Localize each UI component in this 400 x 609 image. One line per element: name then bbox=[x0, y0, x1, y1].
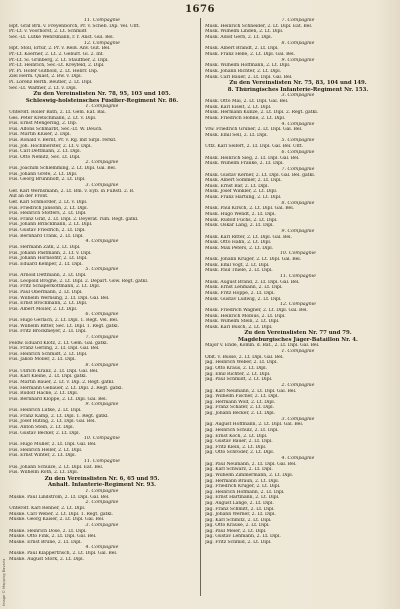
company-heading: 8. Compagnie bbox=[281, 40, 315, 46]
entry-line: Musk. Emil Vogt, 2. Lt. Dipl. bbox=[205, 262, 270, 268]
entry-line: Pi. Lorenz Berth. Beutler, 2. Lt. Dipl. bbox=[9, 79, 93, 85]
entry-line: Jäg. Johann Werner, 2. Lt. Dipl. bbox=[205, 512, 276, 518]
entry-line: Musk. Ernst Bär, 2. Lt. Dipl. bbox=[205, 183, 269, 189]
entry-line: Ges. Peter Kretschmann, 2. Lt. v. Dipl. bbox=[9, 115, 97, 121]
entry-line: Füs. Carl Dettmann, 2. Lt. Dipl. bbox=[9, 149, 81, 155]
entry-line: Musk. Heinrich Schneider, 2. Lt. Dipl. Eat. Bel. bbox=[205, 23, 313, 29]
entry-line: Füs. Johann Grefe, 2. Lt. Dipl. bbox=[9, 171, 78, 177]
entry-line: Muske. Carl Weber, 2. Lt. Dipl. 1. Regt. gatkl. bbox=[9, 511, 113, 517]
section-heading: Anhalt. Infanterie-Regiment Nr. 93. bbox=[47, 482, 156, 489]
entry-line: Füs. Ullrich Kranz, 2. Lt. Dipl. Gal. Bel. bbox=[9, 368, 99, 374]
entry-line: Jäg. Friedrich Krüger, 2. Lt. Dipl. bbox=[205, 484, 281, 490]
company-heading: 7. Compagnie bbox=[85, 334, 119, 340]
entry-line: Pr.-Lt. Koerner, 2. Lt. 2. Gebürf. Gl. 2. Inf. bbox=[9, 51, 104, 57]
entry-line: Unteroff. Roller Bath, 2. Lt. Gem. Eat. Bal. bbox=[9, 110, 106, 116]
entry-line: Jäg. Otto Krause, 2. Lt. Dipl. bbox=[205, 523, 270, 529]
section-heading: Zu den Vereinslisten Nr. 78, 95, 103 und 105. bbox=[33, 91, 171, 98]
entry-line: Musk. Emil Sell, 2. Lt. Dipl. bbox=[205, 132, 268, 138]
entry-line: Füs. Bernhard Tränk, 2. Lt. Dipl. bbox=[9, 233, 84, 239]
company-heading: 8. Compagnie bbox=[281, 200, 315, 206]
section-heading: Zu den Vereinslisten Nr. 77 und 79. bbox=[244, 330, 352, 337]
page-number: 1676 bbox=[185, 4, 215, 15]
entry-line: Jäg. Otto Kraus, 2. Lt. Dipl. bbox=[205, 366, 267, 372]
entry-line: Jäg. Wilhelm Zimmermann, 2. Lt. Dipl. bbox=[205, 472, 294, 478]
entry-line: Musk. Carl Bauer, 2. Lt. Dipl. Gal. Bel. bbox=[205, 74, 293, 80]
entry-line: Musk. Wilhelm Franke, 2. Lt. Dipl. bbox=[205, 161, 284, 167]
entry-line: Musk. Johann Krüger, 2. Lt. Dipl. Gal. Bel. bbox=[205, 257, 302, 263]
entry-line: Füs. Paul Obermann, 2. Lt. Dipl. bbox=[9, 289, 83, 295]
entry-line: Jäg. Karl Schmitz, 2. Lt. Dipl. bbox=[205, 517, 272, 523]
entry-line: Jäg. Hermann Braun, 2. Lt. Dipl. bbox=[205, 478, 280, 484]
entry-line: Füs. Alfons Schmarbt, Sec.-Lt. W. Deuch. bbox=[9, 126, 103, 132]
company-heading: 4. Compagnie bbox=[281, 121, 315, 127]
entry-line: Füs. Hugo Müller, 2. Lt. Dipl. Gal. Bel. bbox=[9, 441, 97, 447]
entry-line: Gef. Karl Wernsmann, 2. Lt. Bm. v. Eyb. in Fußstl. 2. B. bbox=[9, 188, 135, 194]
entry-line: Füs. Ernst Brockmann, 2. Lt. Dipl. bbox=[9, 301, 88, 307]
entry-line: Musk. Rudolf Fuchs, 2. Lt. Dipl. bbox=[205, 217, 278, 223]
entry-line: Musk. Heinrich Sieg, 2. Lt. Dipl. Gal. Bel. bbox=[205, 155, 300, 161]
entry-line: Füs. Arnold Dettmann, 2. Lt. Dipl. bbox=[9, 273, 87, 279]
entry-line: Füs. Ronald v. Bernt, Pr. v. Rg. mit Sirpl. rerkit. bbox=[9, 138, 117, 144]
entry-line: Jäg. Franz Schäfer, 2. Lt. Dipl. bbox=[205, 405, 274, 411]
entry-line: Jäg. Heinrich Weber, 2. Lt. Dipl. bbox=[205, 360, 278, 366]
entry-line: Muske. Georg Kaiser, 2. Lt. Dipl. Gal. Bel. bbox=[9, 517, 105, 523]
left-column bbox=[9, 18, 195, 596]
entry-line: Musk. Wilhelm Linden, 2. Lt. Dipl. bbox=[205, 29, 284, 35]
entry-line: Musk. Hermann Kunze, 2. Lt. Dipl. 2. Regt. gatkl. bbox=[205, 110, 319, 116]
entry-line: Füs. Heinrich Schmidt, 2. Lt. Dipl. bbox=[9, 351, 88, 357]
entry-line: Füs. Fritz Brockmeyer, 2. Lt. Dipl. bbox=[9, 329, 87, 335]
entry-line: Füs. Bernhard Klöppe, 2. Lt. Dipl. Gal. Bel. bbox=[9, 396, 107, 402]
company-heading: 2. Compagnie bbox=[85, 160, 119, 166]
entry-line: Uffz. Karl Seifert, 2. Lt. Dipl. Gal. Bel. Ulft. bbox=[205, 144, 303, 150]
company-heading: 5. Compagnie bbox=[85, 267, 119, 273]
entry-line: Füs. Ernst Mengering, 2. Dip. bbox=[9, 121, 78, 127]
entry-line: Jäg. August Hoffmann, 2. Lt. Dipl. Gal. Bel. bbox=[205, 422, 304, 428]
entry-line: Muske. Otto Fink, 2. Lt. Dipl. Gal. Bel. bbox=[9, 534, 97, 540]
entry-line: Muske. Heinrich Dose, 2. Lt. Dipl. bbox=[9, 528, 87, 534]
entry-line: Hpt. Graf Brn. v. Freyenborch, Pr. v. Scheb. Dip. Vel. Ulft. bbox=[9, 23, 140, 29]
company-heading: 7. Compagnie bbox=[281, 18, 315, 23]
entry-line: Jäg. Emil Richter, 2. Lt. Dipl. bbox=[205, 371, 271, 377]
section-heading: Zu den Vereinslisten Nr. 75, 83, 104 und 149. bbox=[229, 80, 367, 87]
entry-line: Pr. Pi. Höfer Guthöld, 2. Lt. Hebrr. Dip. bbox=[9, 68, 99, 74]
company-heading: 3. Compagnie bbox=[85, 522, 119, 528]
entry-line: Musk. Karl Eiselt, 2. Lt. Dipl. bbox=[205, 104, 272, 110]
entry-line: Füs. Hugo Gerlach, 2. Lt. Dipl. 1. Regt. Vel. Bel. bbox=[9, 318, 119, 324]
entry-line: Jäg. Fritz Schmid, 2. Lt. Dipl. bbox=[205, 540, 272, 546]
entry-line: Füs. Josef Rüting, 2. Lt. Dipl. Gal. Bel. bbox=[9, 419, 96, 425]
entry-line: Musk. Gustav Ludwig, 2. Lt. Dipl. bbox=[205, 296, 282, 302]
entry-line: Füs. Joh. Hochmerster, 2. Lt. v. Dipl. bbox=[9, 143, 92, 149]
right-column bbox=[205, 18, 391, 596]
entry-line: Musk. Albert Brandt, 2. Lt. Dipl. bbox=[205, 46, 279, 52]
entry-line: Jäg. Heinrich Hofmann, 2. Lt. Dipl. bbox=[205, 489, 285, 495]
entry-line: Füs. Martin Bauer, 2. Lt. v. Dip. 2. Regt. gatkl. bbox=[9, 380, 115, 386]
entry-line: Musk. Albert Sommer, 2. Lt. Dipl. bbox=[205, 178, 282, 184]
entry-line: Füs. Wilhelm Wernsing, 2. Lt. Dipl. Gal. Bel. bbox=[9, 295, 110, 301]
entry-line: Jäg. Ernst Koch, 2. Lt. Dipl. bbox=[205, 433, 268, 439]
entry-line: Jäg. Karl Schwarz, 2. Lt. Dipl. bbox=[205, 467, 273, 473]
entry-line: Jäg. Fritz Klein, 2. Lt. Dipl. bbox=[205, 444, 267, 450]
entry-line: Musk. Paul Thiele, 2. Lt. Dipl. bbox=[205, 268, 273, 274]
company-heading: 9. Compagnie bbox=[281, 228, 315, 234]
entry-line: Musk. Paul Kirsch, 2. Lt. Dipl. Gal. Bel. bbox=[205, 206, 295, 212]
company-heading: 2. Compagnie bbox=[85, 500, 119, 506]
company-heading: 2. Compagnie bbox=[281, 382, 315, 388]
company-heading: 4. Compagnie bbox=[85, 239, 119, 245]
entry-line: Auf an der Front. bbox=[9, 194, 49, 200]
entry-line: Füs. Jakob Möller, 2. Lt. Dipl. bbox=[9, 357, 76, 363]
entry-line: Füs. Karl Kleine, 2. Lt. Dipl. gatkl. bbox=[9, 374, 87, 380]
entry-line: Musk. Otto Mai, 2. Lt. Dipl. Gal. Bel. bbox=[205, 99, 289, 105]
entry-line: Musk. Josef Winkler, 2. Lt. Dipl. bbox=[205, 189, 278, 195]
entry-line: Musk. Friedrich Höhne, 2. Lt. Dipl. bbox=[205, 115, 286, 121]
entry-line: Füs. Joachim Schlemming, 2. Lt. Dipl. Gal. Bel. bbox=[9, 166, 117, 172]
entry-line: Füs. Georg Brunnhoff, 2. Lt. Dipl. bbox=[9, 177, 86, 183]
entry-line: Musk. Oskar Lang, 2. Lt. Dipl. bbox=[205, 223, 274, 229]
entry-line: Jäg. Otto Schröder, 2. Lt. Dipl. bbox=[205, 450, 275, 456]
company-heading: 1. Compagnie bbox=[281, 349, 315, 355]
entry-line: Füs. Eduard Kemper, 2. Lt. Dipl. bbox=[9, 261, 83, 267]
entry-line: Musk. Max Peters, 2. Lt. Dipl. bbox=[205, 245, 274, 251]
entry-line: Musk. Wilhelm Hoffmann, 2. Lt. Dipl. bbox=[205, 63, 291, 69]
entry-line: Gef. Karl Schmorder, 2. Lt. v. Dipl. bbox=[9, 200, 88, 206]
entry-line: Füs. Gustav Friedrich, 2. Lt. Dipl. bbox=[9, 227, 86, 233]
entry-line: Muske. Ernst Brune, 2. Lt. Dipl. bbox=[9, 539, 82, 545]
entry-line: Jäg. Gustav Lehmann, 2. Lt. Dipl. bbox=[205, 534, 281, 540]
entry-line: Füs. Rudolf Hacke, 2. Lt. Dipl. bbox=[9, 391, 79, 397]
company-heading: 1. Compagnie bbox=[85, 488, 119, 494]
company-heading: 7. Compagnie bbox=[281, 166, 315, 172]
company-heading: 9. Compagnie bbox=[85, 402, 119, 408]
archive-stamp-text: Image © Mapping Bavaria bbox=[2, 558, 6, 606]
entry-line: Musk. Johann Richter, 2. Lt. Dipl. bbox=[205, 68, 282, 74]
entry-line: Sec.-Lt. Walther, 2. Lt. v. Dipl. bbox=[9, 85, 77, 91]
entry-line: Füs. Friedrich Jansonn, 2. Lt. Dipl. bbox=[9, 205, 88, 211]
entry-line: Füs. Hermann Zatk, 2. Lt. Dipl. bbox=[9, 244, 81, 250]
entry-line: Füs. Albert Möller, 2. Lt. Dipl. bbox=[9, 306, 78, 312]
company-heading: 3. Compagnie bbox=[281, 416, 315, 422]
entry-line: Füs. Heinrich Lütke, 2. Lt. Dipl. bbox=[9, 408, 82, 414]
entry-line: Major v. Ende, Komm. d. Bat., 2. Lt. Dipl. Gal. Bel. bbox=[205, 343, 320, 349]
entry-line: Füs. Gustav Becker, 2. Lt. Dipl. bbox=[9, 430, 80, 436]
entry-line: Musk. Wilhelm Stein, 2. Lt. Dipl. bbox=[205, 319, 280, 325]
entry-line: Musk. Franz Helle, 2. Lt. Dipl. Gal. Bel. bbox=[205, 51, 295, 57]
column-divider bbox=[200, 18, 201, 596]
entry-line: Füs. Anton Stein, 2. Lt. Dipl. bbox=[9, 424, 74, 430]
entry-line: Füs. Martin Klüser, 2. Dipl. bbox=[9, 132, 71, 138]
entry-line: Musk. August Brand, 2. Lt. Dipl. Gal. Bel. bbox=[205, 279, 300, 285]
entry-line: Jäg. Ernst Hartmann, 2. Lt. Dipl. bbox=[205, 495, 280, 501]
entry-line: Füs. Franz Graf, 2. Lt. Dipl. 2. Deyerat. rum. Regt. gatkl. bbox=[9, 216, 139, 222]
entry-line: Füs. Otto Nemitz, Sec. Lt. Dipl. bbox=[9, 154, 81, 160]
entry-line: Musk. Ernst Lehmann, 2. Lt. Dipl. bbox=[205, 285, 283, 291]
entry-line: Musk. Heinrich Möbius, 2. Lt. Dipl. bbox=[205, 313, 286, 319]
entry-line: Jäg. Paul Meier, 2. Lt. Dipl. bbox=[205, 528, 267, 534]
company-heading: 4. Compagnie bbox=[281, 455, 315, 461]
entry-line: Ziel Herm. Quast, 2. Bw. v. Dipl. bbox=[9, 74, 82, 80]
entry-line: Füs. Leopold Bröghe, 2. Lt. Dipl. 2. Depart. Gow. Regt. gatkl. bbox=[9, 278, 149, 284]
entry-line: Musk. Karl Ritter, 2. Lt. Dipl. Gal. Bel. bbox=[205, 234, 292, 240]
company-heading: 12. Compagnie bbox=[280, 302, 316, 308]
entry-line: Sec.-Lt. Lütke Wehrsmann, r. r. Anst. Gul. Bel. bbox=[9, 34, 114, 40]
entry-line: Füs. Johann Pastmann, 2. Lt. v. Dipl. bbox=[9, 250, 92, 256]
entry-line: Jäg. August Lange, 2. Lt. Dipl. bbox=[205, 500, 274, 506]
entry-line: Füs. Johann Brinckmann, 2. Lt. Dipl. bbox=[9, 222, 93, 228]
entry-line: Jäg. Wilhelm Fischer, 2. Lt. Dipl. bbox=[205, 394, 279, 400]
entry-line: Jäg. Johann Becker, 2. Lt. Dipl. bbox=[205, 411, 275, 417]
entry-line: Füs. Franz Kamp, 2. Lt. Dipl. 1. Regt. gatkl. bbox=[9, 413, 109, 419]
entry-line: Oblt. v. Busse, 2. Lt. Dipl. Gal. Bel. bbox=[205, 354, 284, 360]
entry-line: Musk. Adolf Gerb, 2. Lt. Dipl. bbox=[205, 34, 273, 40]
entry-line: Füs. Johann Schulze, 2. Lt. Dipl. Eat. Bel. bbox=[9, 464, 104, 470]
entry-line: Musk. Hugo Wendt, 2. Lt. Dipl. bbox=[205, 212, 276, 218]
section-heading: 8. Thüringisches Infanterie-Regiment Nr. 153. bbox=[227, 86, 369, 93]
entry-line: Musk. Karl Busch, 2. Lt. Dipl. bbox=[205, 324, 273, 330]
entry-line: Muske. Paul Lindström, 2. Lt. Dipl. Gal. Bel. bbox=[9, 494, 110, 500]
company-heading: 10. Compagnie bbox=[280, 251, 316, 257]
company-heading: 12. Compagnie bbox=[84, 40, 120, 46]
entry-line: Füs. Ernst Winter, 2. Lt. Dipl. bbox=[9, 453, 76, 459]
section-heading: Magdeburgisches Jäger-Bataillon Nr. 4. bbox=[238, 336, 358, 343]
entry-line: Jäg. Karl Neumann, 2. Lt. Dipl. Gal. Bel. bbox=[205, 388, 297, 394]
entry-line: Füs. Johann Hornsohtr, 2. Lt. Dipl. bbox=[9, 256, 88, 262]
entry-line: Füs. Wilhelm Roth, 2. Lt. Dipl. bbox=[9, 470, 79, 476]
entry-line: Füs. Heinrich Stoffers, 2. Lt. Dipl. bbox=[9, 211, 87, 217]
entry-line: Jäg. Franz Schmitt, 2. Lt. Dipl. bbox=[205, 506, 275, 512]
company-heading: 3. Compagnie bbox=[85, 183, 119, 189]
company-heading: 8. Compagnie bbox=[85, 363, 119, 369]
entry-line: Füs. Hermann Gebauer, 2. Lt. Dipl. 2. Regt. gatkl. bbox=[9, 385, 123, 391]
entry-line: Füs. Heinrich Heller, 2. Lt. Dipl. bbox=[9, 447, 83, 453]
company-heading: 11. Compagnie bbox=[84, 18, 120, 23]
company-heading: 1. Compagnie bbox=[85, 104, 119, 110]
entry-line: Jäg. Heinrich Schulz, 2. Lt. Dipl. bbox=[205, 428, 279, 433]
entry-line: Jäg. Paul Neumann, 2. Lt. Dipl. Gal. Bel. bbox=[205, 461, 297, 467]
entry-line: Musk. Fritz Hoppe, 2. Lt. Dipl. bbox=[205, 290, 275, 296]
entry-line: Musk. Otto Hahn, 2. Lt. Dipl. bbox=[205, 240, 272, 246]
entry-line: Pr.-Lt. v. Voorhorst, 2. Lt. Schmidt bbox=[9, 29, 87, 35]
company-heading: 3. Compagnie bbox=[281, 93, 315, 99]
entry-line: Pr.-Lt. Sl. Grinberg, 2. Lt. Stauffner, 2. Dipl. bbox=[9, 57, 109, 63]
entry-line: Jäg. Gustav Bauer, 2. Lt. Dipl. bbox=[205, 439, 273, 445]
entry-line: Füs. Fritz Schaperkottmann, 2. Lt. Dipl. bbox=[9, 284, 101, 290]
section-heading: Zu den Vereinslisten Nr. 6, 65 und 95. bbox=[44, 475, 160, 482]
company-heading: 10. Compagnie bbox=[84, 436, 120, 442]
company-heading: 5. Compagnie bbox=[281, 138, 315, 144]
entry-line: Pr.-Lt. Heinrich, Sec.-Lt. Kreyfeld, 2. Dipl. bbox=[9, 63, 105, 69]
section-heading: Schleswig-holsteinsches Füsilier-Regiment Nr. 86. bbox=[25, 97, 179, 104]
entry-line: Muske. Paul Klappertrisch, 2. Lt. Dipl. Gal. Bel. bbox=[9, 551, 118, 557]
entry-line: Musk. Friedrich Wagner, 2. Lt. Dipl. Gal. Bel. bbox=[205, 307, 308, 313]
entry-line: Jäg. Paul Schmidt, 2. Lt. Dipl. bbox=[205, 377, 273, 383]
entry-line: Vfw. Friedrich Gruner, 2. Lt. Dipl. Gal. Bel. bbox=[205, 127, 303, 133]
entry-line: Jäg. Hermann Wolf, 2. Lt. Dipl. bbox=[205, 399, 276, 405]
entry-line: Füs. Franz Gerling, 2. Lt. Dipl. Gal. Bel. bbox=[9, 346, 100, 352]
company-heading: 11. Compagnie bbox=[84, 458, 120, 464]
company-heading: 4. Compagnie bbox=[85, 545, 119, 551]
entry-line: Musk. Gustav Kerner, 2. Lt. Dipl. Gal. Bel. gatkl. bbox=[205, 172, 316, 178]
company-heading: 11. Compagnie bbox=[280, 273, 316, 279]
entry-line: Unteroff. Karl Renner, 2. Lt. Dipl. bbox=[9, 506, 86, 512]
entry-line: Feldw. Eduard Klotz, 2. Lt. Gem. Gal. gatkl. bbox=[9, 340, 108, 346]
archive-stamp bbox=[2, 556, 13, 606]
entry-line: Muske. August Stork, 2. Lt. Dipl. bbox=[9, 556, 84, 562]
company-heading: 9. Compagnie bbox=[281, 57, 315, 63]
company-heading: 6. Compagnie bbox=[281, 149, 315, 155]
company-heading: 6. Compagnie bbox=[85, 312, 119, 318]
entry-line: Füs. Wilhelm Bitter, Sec. Lt. Dipl. 1. Regt. gatkl. bbox=[9, 323, 119, 329]
entry-line: Musk. Franz Hartung, 2. Lt. Dipl. bbox=[205, 195, 282, 201]
entry-line: Hpt. Stoll, Erfur, 2. Pr. v. Reiß. Anv. Gut. Bel. bbox=[9, 46, 111, 52]
